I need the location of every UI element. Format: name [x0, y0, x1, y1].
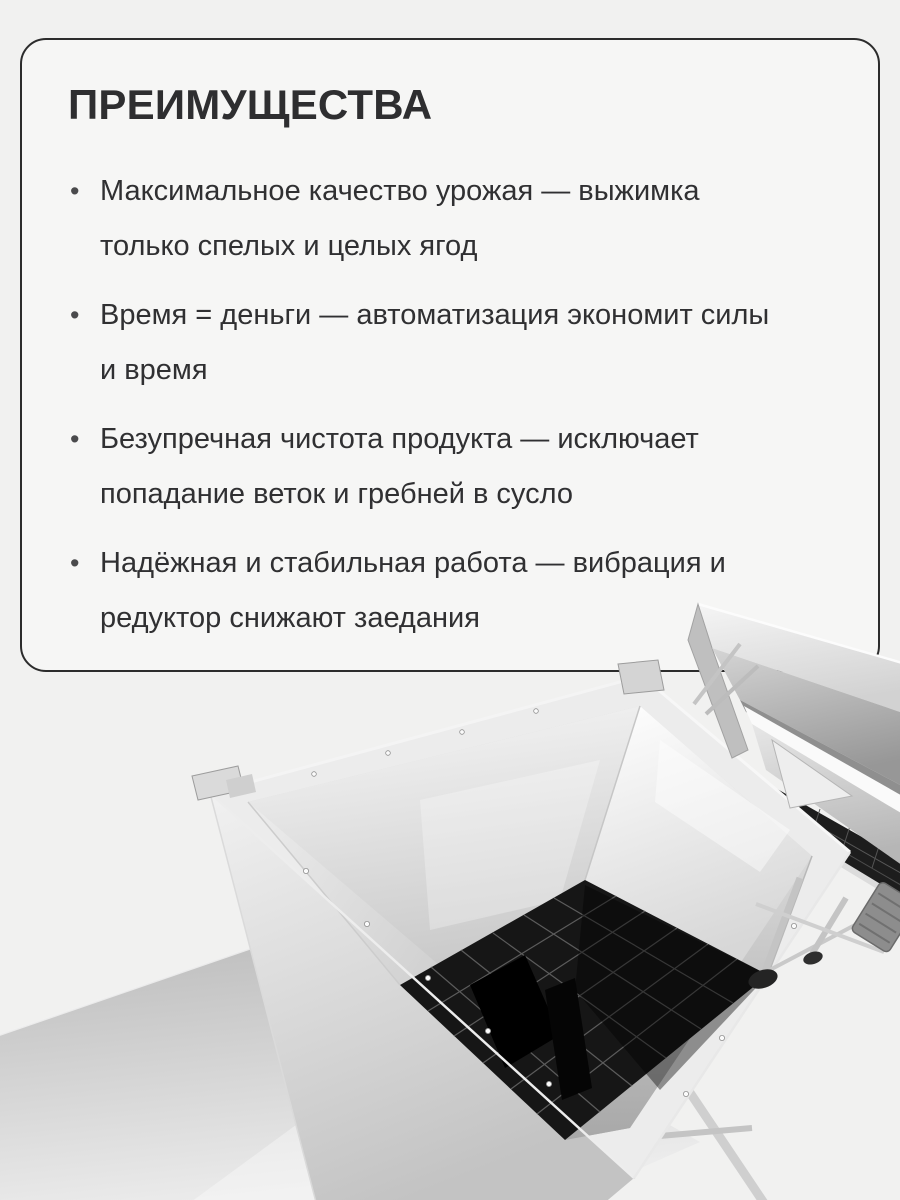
bullet-line: Надёжная и стабильная работа — вибрация и [100, 547, 726, 579]
bullet-dot-icon: • [70, 548, 80, 578]
bullet-line: Время = деньги — автоматизация экономит силы [100, 299, 770, 331]
bullet-dot-icon: • [70, 300, 80, 330]
card-title: ПРЕИМУЩЕСТВА [68, 81, 433, 128]
bullet-dot-icon: • [70, 424, 80, 454]
bullet-line: попадание веток и гребней в сусло [100, 478, 573, 510]
bullet-line: редуктор снижают заедания [100, 602, 480, 634]
bullet-dot-icon: • [70, 176, 80, 206]
bullet-line: Безупречная чистота продукта — исключает [100, 423, 699, 455]
bullet-line: Максимальное качество урожая — выжимка [100, 175, 700, 207]
bullet-line: только спелых и целых ягод [100, 230, 478, 262]
bullet-line: и время [100, 354, 208, 386]
